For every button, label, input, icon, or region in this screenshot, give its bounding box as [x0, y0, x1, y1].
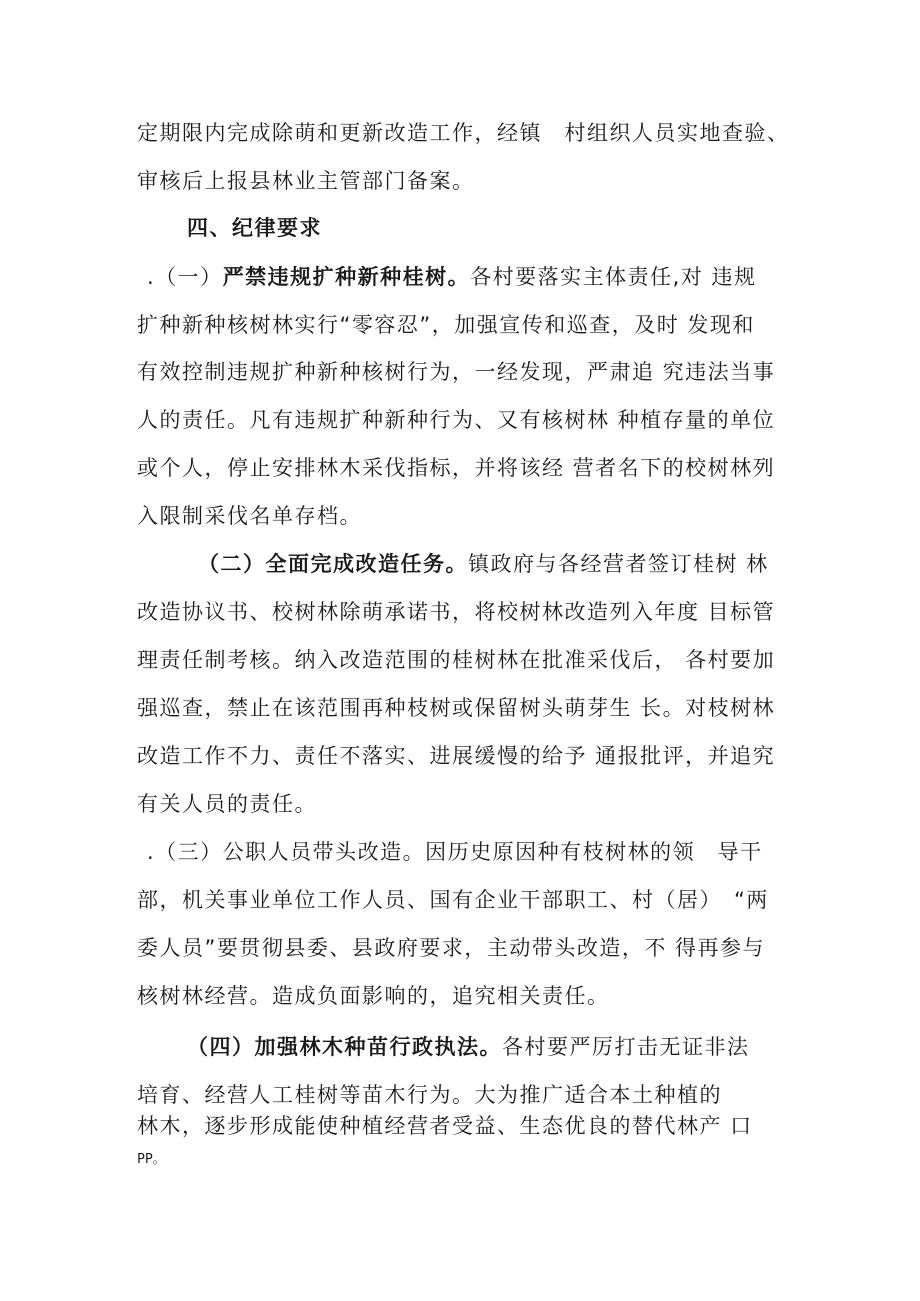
item1-first-line [147, 262, 757, 292]
item1-prefix: .（一） [147, 265, 223, 289]
item1-line-5: 或个人，停止安排林木采伐指标，并将该经 营者名下的校树林列 [137, 456, 776, 480]
item3-line-3: 委人员”要贯彻县委、县政府要求，主动带头改造，不 得再参与 [137, 936, 766, 960]
item1-line-3: 有效控制违规扩种新种核树行为，一经发现，严肃追 究违法当事 [137, 360, 776, 384]
item2-title: （二）全面完成改造任务。 [198, 552, 468, 576]
item1-first-line-rest: 各村要落实主体责任,对 违规 [470, 265, 757, 289]
section-heading: 四、纪律要求 [187, 216, 322, 240]
item2-line-3: 理责任制考核。纳入改造范围的桂树林在批准采伐后， 各村要加 [137, 648, 776, 672]
item2-line-5: 改造工作不力、责任不落实、进展缓慢的给予 通报批评，并追究 [137, 744, 776, 768]
intro-line-2: 审核后上报县林业主管部门备案。 [137, 169, 475, 193]
item3-line-2: 部，机关事业单位工作人员、国有企业干部职工、村（居） “两 [137, 888, 769, 912]
intro-line-1: 定期限内完成除萌和更新改造工作，经镇 村组织人员实地查验、 [137, 121, 790, 145]
item2-first-line-rest: 镇政府与各经营者签订桂树 林 [468, 552, 769, 576]
item3-first-line: .（三）公职人员带头改造。因历史原因种有枝树林的领 导干 [147, 840, 763, 864]
item4-title: （四）加强林木种苗行政执法。 [187, 1035, 502, 1059]
item3-line-4: 核树林经营。造成负面影响的，追究相关责任。 [137, 984, 610, 1008]
item2-line-6: 有关人员的责任。 [137, 792, 317, 816]
item1-title: 严禁违规扩种新种桂树。 [222, 265, 471, 289]
item4-tail: PP。 [137, 1152, 166, 1167]
item2-first-line [198, 549, 769, 579]
item1-line-2: 扩种新种核树林实行“零容忍”，加强宣传和巡查，及时 发现和 [137, 313, 755, 337]
item2-line-4: 强巡查，禁止在该范围再种枝树或保留树头萌芽生 长。对枝树林 [137, 696, 776, 720]
item1-line-4: 人的责任。凡有违规扩种新种行为、又有核树林 种植存量的单位 [137, 408, 776, 432]
item4-first-line-rest: 各村要严厉打击无证非法 [502, 1035, 750, 1059]
item1-line-6: 入限制采伐名单存档。 [137, 504, 362, 528]
item4-first-line [187, 1032, 750, 1062]
item2-line-2: 改造协议书、校树林除萌承诺书，将校树林改造列入年度 目标管 [137, 600, 776, 624]
item4-line-3: 林木，逐步形成能使种植经营者受益、生态优良的替代林产 口 [137, 1114, 753, 1138]
item4-line-2: 培育、经营人工桂树等苗木行为。大为推广适合本土种植的 [137, 1083, 722, 1107]
